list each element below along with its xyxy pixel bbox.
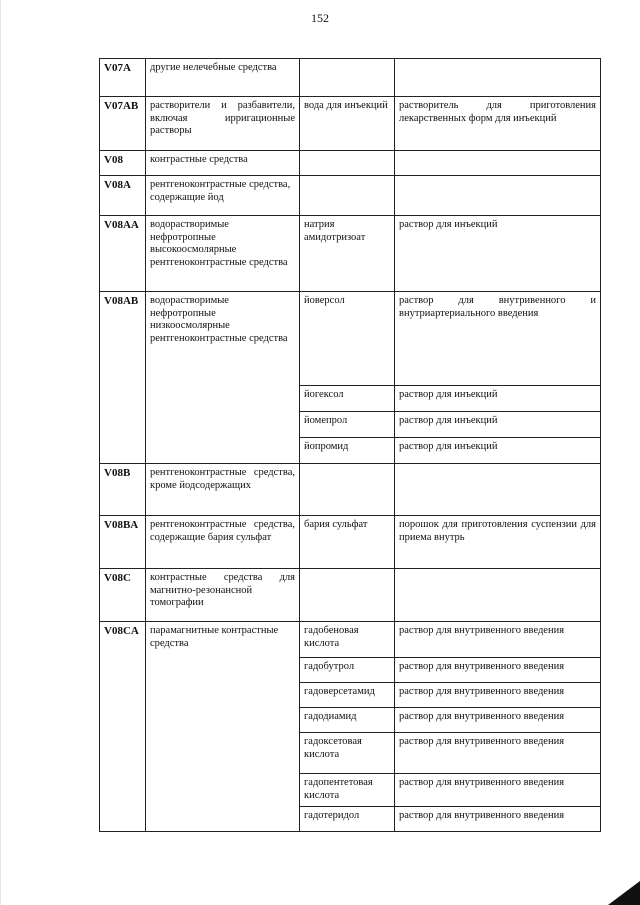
atc-code: V08A <box>100 176 146 216</box>
atc-code: V08 <box>100 151 146 176</box>
drug-name: гадобутрол <box>300 658 395 683</box>
dosage-form: раствор для инъекций <box>395 386 601 412</box>
dosage-form: раствор для внутривенного введения <box>395 658 601 683</box>
atc-group-name: водорастворимые нефротропные низкоосмолярные рентгеноконтрастные средства <box>146 292 300 464</box>
atc-code: V08C <box>100 569 146 622</box>
scan-edge <box>0 0 1 905</box>
dosage-form <box>395 151 601 176</box>
dosage-form <box>395 176 601 216</box>
atc-code: V08AA <box>100 216 146 292</box>
drug-name: гадоксетовая кислота <box>300 733 395 774</box>
dosage-form <box>395 59 601 97</box>
drug-name: гадоверсетамид <box>300 683 395 708</box>
atc-group-name: другие нелечебные средства <box>146 59 300 97</box>
drug-name: йомепрол <box>300 412 395 438</box>
atc-group-name: контрастные средства <box>146 151 300 176</box>
table-row <box>100 97 601 151</box>
dosage-form <box>395 569 601 622</box>
drug-name: гадопентетовая кислота <box>300 774 395 807</box>
atc-group-name: рентгеноконтрастные средства, кроме йодсодержащих <box>146 464 300 516</box>
dosage-form: раствор для внутривенного введения <box>395 622 601 658</box>
drug-name: гадодиамид <box>300 708 395 733</box>
dosage-form: порошок для приготовления суспензии для приема внутрь <box>395 516 601 569</box>
atc-group-name: водорастворимые нефротропные высокоосмолярные рентгеноконтрастные средства <box>146 216 300 292</box>
scan-corner-mark <box>608 881 640 905</box>
atc-code: V08AB <box>100 292 146 464</box>
drug-name: йогексол <box>300 386 395 412</box>
atc-group-name: парамагнитные контрастные средства <box>146 622 300 832</box>
atc-code: V07A <box>100 59 146 97</box>
atc-group-name: рентгеноконтрастные средства, содержащие йод <box>146 176 300 216</box>
dosage-form: раствор для внутривенного введения <box>395 708 601 733</box>
atc-code: V08B <box>100 464 146 516</box>
dosage-form: растворитель для приготовления лекарственных форм для инъекций <box>395 97 601 151</box>
drug-name: гадотеридол <box>300 807 395 832</box>
table-row <box>100 59 601 97</box>
drug-name: бария сульфат <box>300 516 395 569</box>
table-row <box>100 176 601 216</box>
atc-code: V08CA <box>100 622 146 832</box>
drug-name <box>300 151 395 176</box>
drug-name: вода для инъекций <box>300 97 395 151</box>
drug-name <box>300 176 395 216</box>
drug-name <box>300 464 395 516</box>
table-row <box>100 569 601 622</box>
dosage-form: раствор для инъекций <box>395 412 601 438</box>
drug-name <box>300 59 395 97</box>
dosage-form: раствор для внутривенного введения <box>395 774 601 807</box>
dosage-form: раствор для внутривенного введения <box>395 683 601 708</box>
table-row <box>100 516 601 569</box>
table-row <box>100 151 601 176</box>
dosage-form: раствор для внутривенного и внутриартериального введения <box>395 292 601 386</box>
dosage-form: раствор для инъекций <box>395 216 601 292</box>
atc-group-name: растворители и разбавители, включая ирригационные растворы <box>146 97 300 151</box>
dosage-form <box>395 464 601 516</box>
dosage-form: раствор для внутривенного введения <box>395 807 601 832</box>
drug-name: гадобеновая кислота <box>300 622 395 658</box>
dosage-form: раствор для инъекций <box>395 438 601 464</box>
atc-code: V07AB <box>100 97 146 151</box>
table-row <box>100 292 601 386</box>
drug-name: натрия амидотризоат <box>300 216 395 292</box>
page-number: 152 <box>311 11 329 25</box>
table-row <box>100 216 601 292</box>
drug-name <box>300 569 395 622</box>
drug-name: йопромид <box>300 438 395 464</box>
atc-group-name: контрастные средства для магнитно-резонансной томографии <box>146 569 300 622</box>
drug-name: йоверсол <box>300 292 395 386</box>
table-row <box>100 464 601 516</box>
table-row <box>100 622 601 658</box>
dosage-form: раствор для внутривенного введения <box>395 733 601 774</box>
atc-group-name: рентгеноконтрастные средства, содержащие бария сульфат <box>146 516 300 569</box>
atc-drug-table <box>99 58 601 832</box>
atc-code: V08BA <box>100 516 146 569</box>
